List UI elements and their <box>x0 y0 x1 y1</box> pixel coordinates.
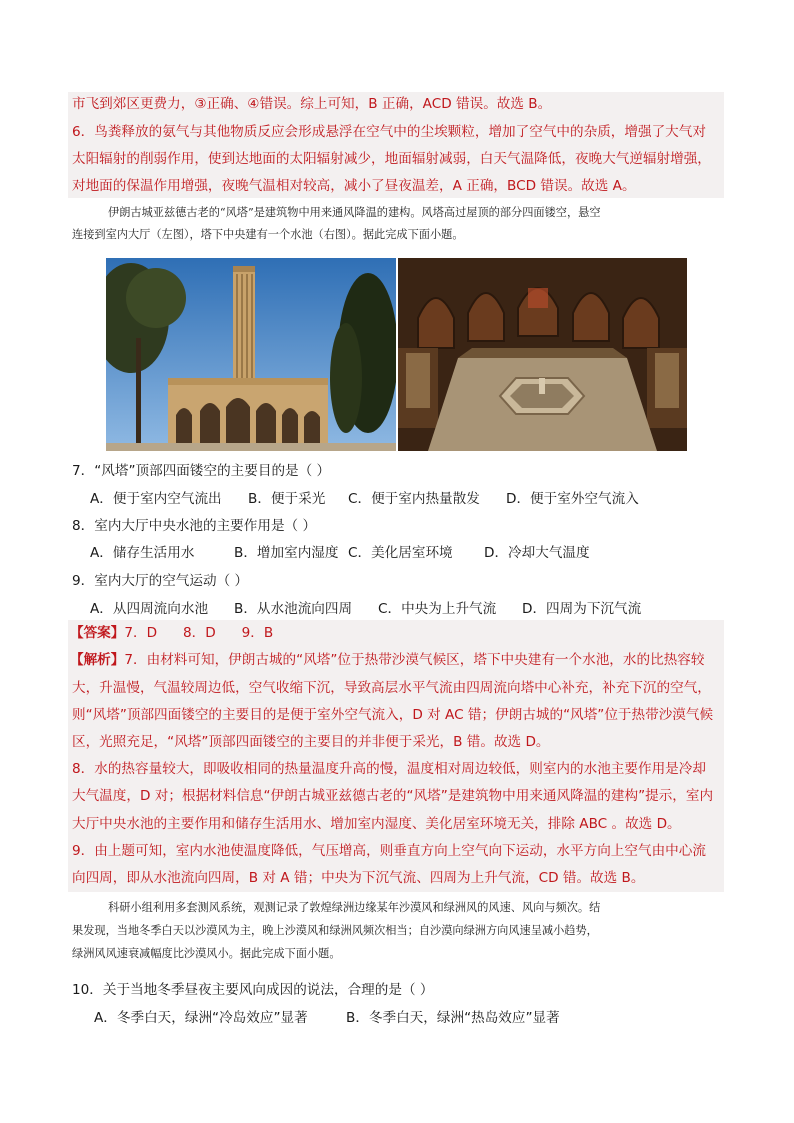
question-9-options <box>90 597 641 617</box>
answer-tag: 【答案】 <box>70 625 125 641</box>
intro-line: 绿洲风风速衰减幅度比沙漠风小。据此完成下面小题。 <box>72 947 341 960</box>
question-7-stem: 7．“风塔”顶部四面镂空的主要目的是（ ） <box>72 463 331 479</box>
option-a: A．冬季白天，绿洲“冷岛效应”显著 <box>94 1010 308 1026</box>
q7-analysis-line: 大，升温慢，气温较周边低，空气收缩下沉，导致高层水平气流由四周流向塔中心补充，补充下沉的空气， <box>72 680 711 696</box>
material-intro <box>72 896 724 965</box>
question-8-options <box>90 541 590 561</box>
material-intro <box>72 202 724 246</box>
analysis-tag: 【解析】 <box>70 652 125 668</box>
q9-analysis-line: 向四周，即从水池流向四周，B 对 A 错；中央为下沉气流、四周为上升气流，CD 错。故选 B。 <box>72 870 645 886</box>
q6-analysis-line: 6．鸟粪释放的氨气与其他物质反应会形成悬浮在空气中的尘埃颗粒，增加了空气中的杂质，增强了大气对 <box>72 124 706 140</box>
q8-analysis-line: 大气温度，D 对；根据材料信息“伊朗古城亚兹德古老的“风塔”是建筑物中用来通风降温的建构”提示，室内 <box>72 788 714 804</box>
intro-line: 科研小组利用多套测风系统，观测记录了敦煌绿洲边缘某年沙漠风和绿洲风的风速、风向与频次。结 <box>108 901 601 914</box>
q9-analysis-line: 9．由上题可知，室内水池使温度降低，气压增高，则垂直方向上空气向下运动，水平方向上空气由中心流 <box>72 843 706 859</box>
q6-analysis-line: 对地面的保温作用增强，夜晚气温相对较高，减小了昼夜温差，A 正确，BCD 错误。故选 A。 <box>72 178 636 194</box>
option-c: C．美化居室环境 <box>348 545 453 561</box>
option-a: A．便于室内空气流出 <box>90 491 222 507</box>
prev-answer-line: 市飞到郊区更费力，③正确、④错误。综上可知，B 正确，ACD 错误。故选 B。 <box>72 96 552 112</box>
q7-analysis-text: 7．由材料可知，伊朗古城的“风塔”位于热带沙漠气候区，塔下中央建有一个水池，水的比热容较 <box>124 652 705 668</box>
answer-line <box>70 624 273 642</box>
q8-analysis-line: 大厅中央水池的主要作用和储存生活用水、增加室内湿度、美化居室环境无关，排除 ABC 。故选 D。 <box>72 816 681 832</box>
q8-analysis-line: 8．水的热容量较大，即吸收相同的热量温度升高的慢，温度相对周边较低，则室内的水池主要作用是冷却 <box>72 761 706 777</box>
question-7-options <box>90 487 639 507</box>
question-10-options <box>94 1006 560 1026</box>
option-b: B．冬季白天，绿洲“热岛效应”显著 <box>346 1010 560 1026</box>
option-d: D．便于室外空气流入 <box>506 491 639 507</box>
intro-line: 伊朗古城亚兹德古老的“风塔”是建筑物中用来通风降温的建构。风塔高过屋顶的部分四面镂空，悬空 <box>108 206 601 219</box>
intro-line: 果发现，当地冬季白天以沙漠风为主，晚上沙漠风和绿洲风频次相当；自沙漠向绿洲方向风速呈减小趋势， <box>72 924 598 937</box>
question-8-stem: 8．室内大厅中央水池的主要作用是（ ） <box>72 518 317 534</box>
option-b: B．增加室内湿度 <box>234 545 339 561</box>
option-d: D．冷却大气温度 <box>484 545 590 561</box>
analysis-line <box>70 651 704 669</box>
answer-values: 7．D 8．D 9．B <box>124 625 274 641</box>
wind-tower-photo <box>106 258 396 451</box>
interior-pool-photo <box>398 258 687 451</box>
question-10-stem: 10．关于当地冬季昼夜主要风向成因的说法，合理的是（ ） <box>72 982 434 998</box>
question-9-stem: 9．室内大厅的空气运动（ ） <box>72 573 249 589</box>
option-a: A．储存生活用水 <box>90 545 195 561</box>
option-d: D．四周为下沉气流 <box>522 601 642 617</box>
option-b: B．便于采光 <box>248 491 326 507</box>
option-b: B．从水池流向四周 <box>234 601 353 617</box>
intro-line: 连接到室内大厅（左图），塔下中央建有一个水池（右图）。据此完成下面小题。 <box>72 228 464 241</box>
option-a: A．从四周流向水池 <box>90 601 209 617</box>
q7-analysis-line: 区，光照充足，“风塔”顶部四面镂空的主要目的并非便于采光，B 错。故选 D。 <box>72 734 550 750</box>
option-c: C．中央为上升气流 <box>378 601 497 617</box>
option-c: C．便于室内热量散发 <box>348 491 480 507</box>
q7-analysis-line: 则“风塔”顶部四面镂空的主要目的是便于室外空气流入，D 对 AC 错；伊朗古城的“风塔”位于热带沙漠气候 <box>72 707 714 723</box>
q6-analysis-line: 太阳辐射的削弱作用，使到达地面的太阳辐射减少，地面辐射减弱，白天气温降低，夜晚大气逆辐射增强， <box>72 151 711 167</box>
